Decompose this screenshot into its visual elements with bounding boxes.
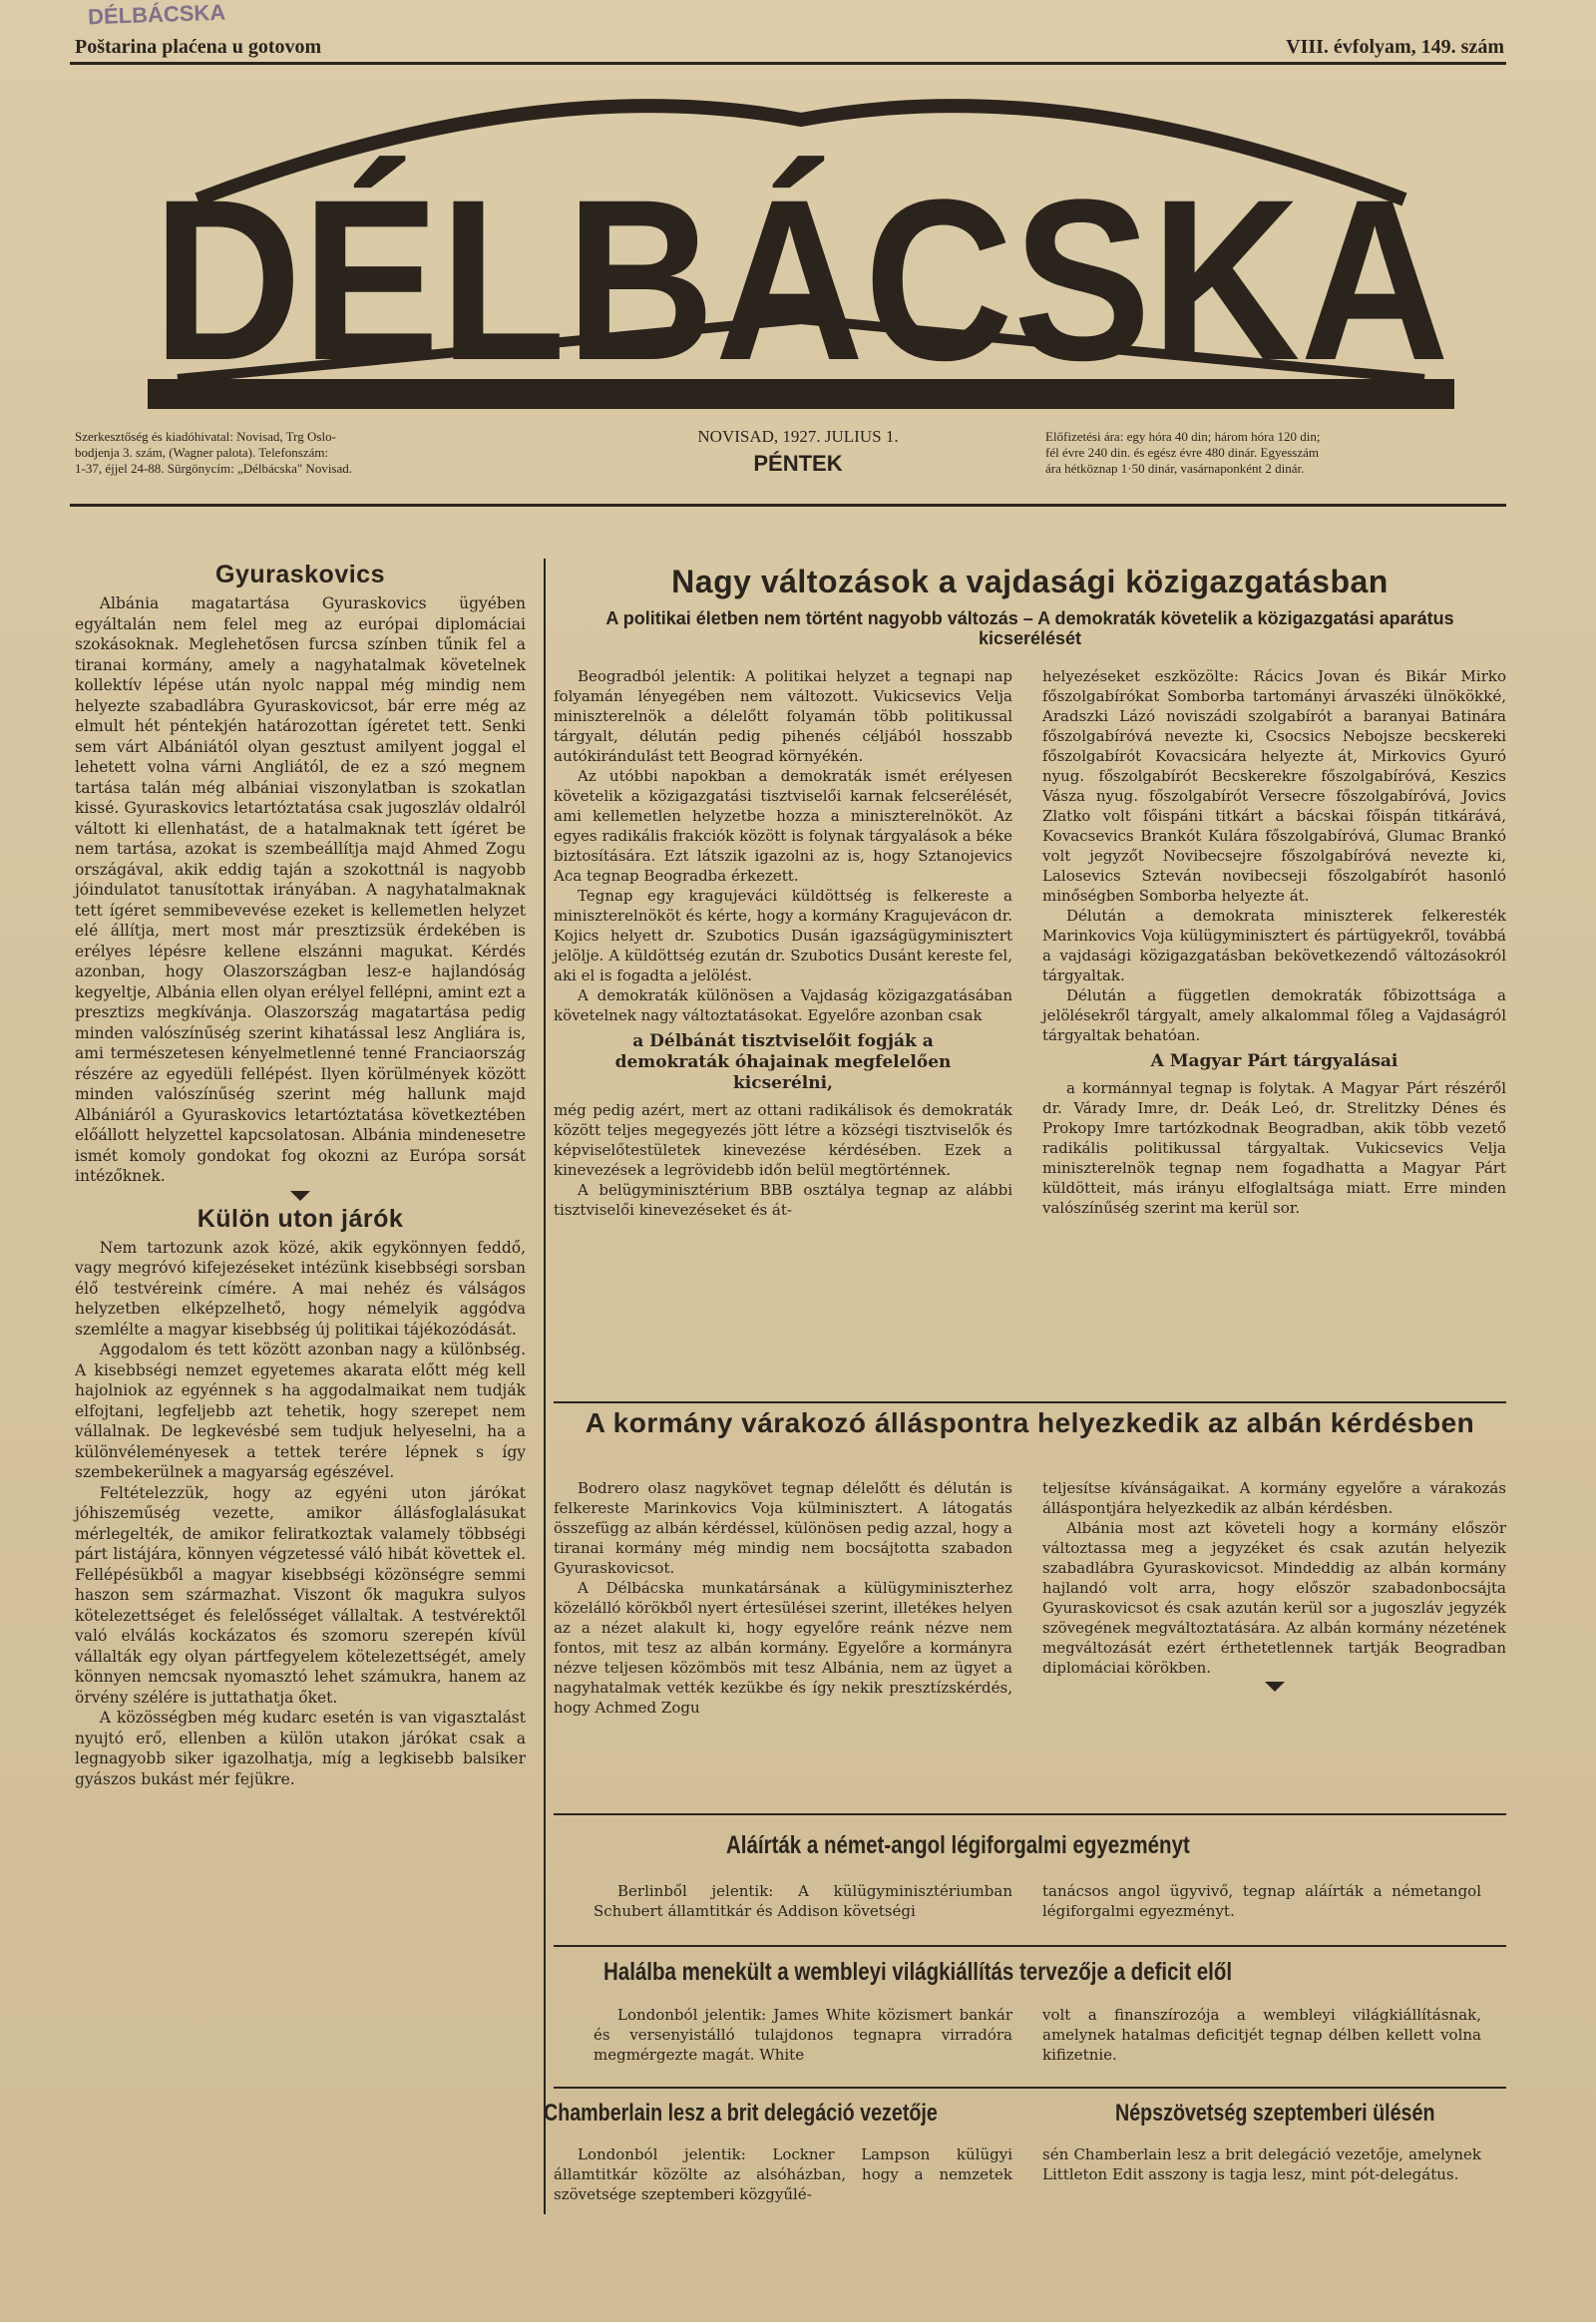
subscription-prices — [1045, 429, 1514, 477]
wembley-col2 — [1042, 2005, 1481, 2065]
chamberlain-title: Chamberlain lesz a brit delegáció vezetője — [544, 2100, 938, 2127]
issue-weekday: PÉNTEK — [753, 451, 843, 476]
wembley-title: Halálba menekült a wembleyi világkiállítás tervezője a deficit elől — [603, 1958, 1233, 1986]
library-stamp: DÉLBÁCSKA — [87, 0, 226, 30]
para: helyezéseket eszközölte: Rácics Jovan és Bikár Mirko főszolgabírókat Somborba tartományi árvaszéki ülnökökké, Aradszki Lázó noviszádi szolgabírót a baranyai Batinára főszolgabíróvá nevezte ki, Csocsics Nebojsze becskereki főszolgabírót Kovacsicára helyezte át, Mirkovics Gyuró nyug. főszolgabírót Becskerekre főszolgabíróvá, Keszics Vásza nyug. főszolgabírót Versecre főszolgabíróvá, Jovics Zlatko volt főispáni titkárt a bácskai főispán titkárává, Kovacsevics Brankót Kulára főszolgabíróvá, Glumac Brankó volt jegyzőt Novibecsejre főszolgabíróvá nevezte ki, Lalosevics Szteván novibecseji főszolgabírót hasonló minőségben Somborba helyezte át. — [1042, 667, 1506, 905]
postage-note: Poštarina plaćena u gotovom — [75, 36, 322, 58]
para: a kormánnyal tegnap is folytak. A Magyar Párt részéről dr. Várady Imre, dr. Deák Leó, dr. Strelitzky Dénes és Prokopy Imre tartózkodnak Beogradban, akik több vezető radikális politikussal tárgyaltak. Vukicsevics Velja miniszterelnök tegnap nem fogadhatta a Magyar Párt küldötteit, más irányu elfoglaltsága miatt. Erre minden valószínűség szerint ma kerül sor. — [1042, 1079, 1506, 1217]
main-article-subtitle: A politikai életben nem történt nagyobb változás – A demokraták követelik a közigazgatási aparátus kicserélését — [605, 608, 1454, 648]
para: Délután a demokrata miniszterek felkeresték Marinkovics Voja külügyminisztert és pártügyekről, továbbá a vajdasági közigazgatásban bekövetkezendő változásokról tárgyaltak. — [1042, 907, 1506, 984]
para: A belügyminisztérium BBB osztálya tegnap az alábbi tisztviselői kinevezéseket és át- — [554, 1181, 1012, 1219]
para: Londonból jelentik: James White közismert bankár és versenyistálló tulajdonos tegnapra virradóra megmérgezte magát. White — [594, 2006, 1012, 2064]
chamberlain-col1 — [554, 2144, 1012, 2204]
masthead-title: DÉLBÁCSKA — [153, 152, 1449, 408]
magyar-part-heading: A Magyar Párt tárgyalásai — [1150, 1051, 1398, 1071]
para: A Délbácska munkatársának a külügyminiszterhez közelálló körökből nyert értesülései szerint, illetékes helyen az a nézet alakult ki, hogy egyelőre reánk nézve nem fontos, mit tesz az albán kormány. Egyelőre a kormányra nézve teljesen közömbös mit tesz Albánia, nem az ügyet a nagyhatalmak vették kezükbe és így nekik presztízskérdés, hogy Achmed Zogu — [554, 1579, 1012, 1717]
column-rule — [544, 559, 546, 2214]
date-block — [598, 429, 998, 477]
para: Beogradból jelentik: A politikai helyzet a tegnapi nap folyamán lényegében nem változott. Vukicsevics Velja miniszterelnök a délelőtt folyamán több politikussal tárgyalt, délután pedig pihenés céljából hosszabb autókirándulást tett Beograd környékén. — [554, 667, 1012, 765]
air-agreement-title: Aláírták a német-angol légiforgalmi egyezményt — [726, 1831, 1190, 1859]
issue-date: NOVISAD, 1927. JULIUS 1. — [697, 427, 899, 446]
main-article-col1 — [554, 666, 1012, 1220]
wembley-col1 — [594, 2005, 1012, 2065]
kulon-uton-p2: Aggodalom és tett között azonban nagy a különbség. A kisebbségi nemzet egyetemes akarata előtt még kell hajolniok az egyénnek s ha aggodalmaikat nem tudják elfojtani, legfeljebb azt tehetik, hogy szerepet nem vállalnak. De legkevésbé sem tudjuk helyeselni, ha a különvéleményesek a tettek terére lépnek s így szembekerülnek a magyarság egészével. — [75, 1341, 526, 1481]
gyuraskovics-title: Gyuraskovics — [215, 561, 385, 588]
chamberlain-col2 — [1042, 2144, 1481, 2184]
para: Tegnap egy kragujeváci küldöttség is felkereste a miniszterelnököt és kérte, hogy a kormány Kragujevácon dr. Kojics helyett dr. Szubotics Dusán igazságügyminisztert jelölje. A küldöttség ezután dr. Szubotics Dusánt kereste fel, aki el is fogadta a jelölést. — [554, 887, 1012, 984]
chamberlain-subtitle: Népszövetség szeptemberi ülésén — [1115, 2100, 1435, 2127]
kulon-uton-p3: Feltételezzük, hogy az egyéni uton járókat jóhiszeműség vezette, amikor állásfoglalásukat mérlegelték, de amikor feliratkoztak valamely többségi párt listájára, könnyen végzetessé váló hibát követtek el. Fellépésükből a magyar kisebbségi közönségre semmi haszon sem származhat. Viszont ők magukra sulyos kötelezettséget és felelősséget vállaltak. A testvérektől való elválás kockázatos és szomoru szerepén kívül vállalták egy olyan pártfegyelem kötelezettségét, amely könnyen nemcsak nyomasztó lehet számukra, hanem az örvény szélére is juttathatja őket. — [75, 1483, 526, 1707]
address-line-3: 1-37, éjjel 24-88. Sürgönycím: „Délbácska" Novisad. — [75, 461, 353, 476]
section-rule — [554, 1945, 1506, 1947]
main-article-header — [554, 564, 1506, 648]
para: Délután a független demokraták főbizottsága a jelölésekről tárgyalt, amely alkalommal főleg a Vajdaságról tárgyaltak behatóan. — [1042, 986, 1506, 1044]
masthead — [118, 80, 1484, 419]
section-rule — [554, 2087, 1506, 2089]
para: A demokraták különösen a Vajdaság közigazgatásában követelnek nagy változtatásokat. Egyelőre azonban csak — [554, 986, 1012, 1024]
price-line-3: ára hétköznap 1·50 dinár, vasárnaponként 2 dinár. — [1045, 461, 1305, 476]
masthead-logo — [118, 80, 1484, 419]
air-agreement-col1 — [594, 1881, 1012, 1921]
address-line-2: bodjenja 3. szám, (Wagner palota). Telefonszám: — [75, 445, 329, 460]
para: tanácsos angol ügyvivő, tegnap aláírták a németangol légiforgalmi egyezményt. — [1042, 1882, 1481, 1920]
para: még pedig azért, mert az ottani radikálisok és demokraták között teljes megegyezés jött létre a községi tisztviselők és képviselőtestületek kinevezése kérdésében. Ezek a kinevezések a legrövidebb időn belül megtörténnek. — [554, 1101, 1012, 1179]
price-line-1: Előfizetési ára: egy hóra 40 din; három hóra 120 din; — [1045, 429, 1321, 444]
para: Albánia most azt követeli hogy a kormány először változtassa meg a jegyzéket és csak azután helyezik szabadlábra Gyuraskovicsot. Mindeddig az albán kormány hajlandó volt arra, hogy először szabadonbocsájta Gyuraskovicsot és csak azután kerül sor a jugoszláv jegyzék szövegének megváltoztatására. Az albán kormány nézetének megváltozását ezért érthetetlennek tartják Beogradban diplomáciai körökben. — [1042, 1519, 1506, 1677]
top-rule — [70, 62, 1506, 65]
para: Londonból jelentik: Lockner Lampson külügyi államtitkár közölte az alsóházban, hogy a nemzetek szövetsége szeptemberi közgyűlé- — [554, 2145, 1012, 2203]
kulon-uton-p4: A közösségben még kudarc esetén is van vigasztalást nyujtó erő, ellenben a külön utakon járókat csak a legnagyobb siker igazolhatja, míg a legkisebb balsiker gyászos bukást mér fejükre. — [75, 1709, 526, 1788]
albania-col1 — [554, 1478, 1012, 1718]
albania-article-title: A kormány várakozó álláspontra helyezkedik az albán kérdésben — [585, 1407, 1475, 1438]
para: Berlinből jelentik: A külügyminisztériumban Schubert államtitkár és Addison követségi — [594, 1882, 1012, 1920]
separator-arrow — [1265, 1682, 1285, 1692]
editorial-address — [75, 429, 544, 477]
price-line-2: fél évre 240 din. és egész évre 480 dinár. Egyesszám — [1045, 445, 1319, 460]
air-agreement-col2 — [1042, 1881, 1481, 1921]
header-rule — [70, 504, 1506, 507]
para: volt a finanszírozója a wembleyi világkiállításnak, amelynek hatalmas deficitjét tegnap délben kellett volna kifizetnie. — [1042, 2006, 1481, 2064]
emphasis-line: a Délbánát tisztviselőit fogják a demokraták óhajainak megfelelően kicserélni, — [614, 1031, 952, 1093]
volume-number: VIII. évfolyam, 149. szám — [1286, 36, 1504, 58]
main-article-title: Nagy változások a vajdasági közigazgatásban — [671, 564, 1389, 599]
separator-arrow — [290, 1191, 310, 1201]
main-article-col2 — [1042, 666, 1506, 1218]
address-line-1: Szerkesztőség és kiadóhivatal: Novisad, Trg Oslo- — [75, 429, 336, 444]
kulon-uton-title: Külön uton járók — [197, 1204, 404, 1233]
para: sén Chamberlain lesz a brit delegáció vezetője, amelynek Littleton Edit asszony is tagja lesz, mint pót-delegátus. — [1042, 2145, 1481, 2183]
section-rule — [554, 1813, 1506, 1815]
albania-col2 — [1042, 1478, 1506, 1696]
para: teljesítse kívánságaikat. A kormány egyelőre a várakozás álláspontjára helyezkedik az albán kérdésben. — [1042, 1479, 1506, 1517]
para: Bodrero olasz nagykövet tegnap délelőtt és délután is felkereste Marinkovics Voja külminisztert. A látogatás összefügg az albán kérdéssel, különösen pedig azzal, hogy a tiranai kormány még mindig nem bocsájtotta szabadon Gyuraskovicsot. — [554, 1479, 1012, 1577]
left-column — [75, 561, 526, 1789]
kulon-uton-p1: Nem tartozunk azok közé, akik egykönnyen feddő, vagy megróvó kifejezéseket intézünk kisebbségi sorsban élő testvéreink címére. A mai nehéz és válságos helyzetben elképzelhető, hogy némelyik aggódva szemlélte a magyar kisebbség új politikai tájékozódását. — [75, 1238, 526, 1339]
gyuraskovics-text: Albánia magatartása Gyuraskovics ügyében egyáltalán nem felel meg az európai diplomáciai szokásoknak. Meglehetősen furcsa színben tűnik fel a tiranai kormány, amely a nagyhatalmak követelnek kollektív lépése után nyolc nappal még mindig nem helyezte szabadlábra Gyuraskovicsot, bár erre még az elmult hét péntekjén határozottan ígéretet tett. Senki sem várt Albániától olyan gesztust amilyent joggal el lehetett volna várni Angliától, de ez a szó megnem tartása talán még albániai viszonylatban is szokatlan kissé. Gyuraskovics letartóztatása csak jugoszláv oldalról váltott ki ellenhatást, de a hatalmaknak tett ígéret be nem tartása, azokat is szembeállítja majd Ahmed Zogu országával, akik eddig taján a szokottnál is nagyobb jóindulatot tanusítottak irányában. A nagyhatalmaknak tett ígéret semmibevevése ezeket is kellemetlen helyzet elé állítja, mert most már presztizsük érdekében is erélyes lépésre kellene elszánni magukat. Kérdés azonban, hogy Olaszországban lesz-e hajlandóság kegyeltje, Albánia ellen olyan erélyel fellépni, amint ezt a presztizs megkívánja. Olaszország magatartása pedig minden valószínűség szerint kihatással lesz Angliára is, ami természetesen kényelmetlenné tenné Franciaország részére az egyedüli fellépést. Ilyen körülmények között minden valószínűség szerint még hallunk majd Albániáról a Gyuraskovics letartóztatása következtében előállott helyzettel kapcsolatosan. Albánia mindenesetre ismét komoly gondokat fog okozni az Európa sorsát intézőknek. — [75, 594, 526, 1185]
section-rule — [554, 1401, 1506, 1403]
para: Az utóbbi napokban a demokraták ismét erélyesen követelik a közigazgatási tisztviselői karnak felcserélését, ami kellemetlen helyzetbe hozza a miniszterelnököt. Az egyes radikális frakciók között is folynak tárgyalások a béke biztosítására. Ezt látszik igazolni az is, hogy Sztanojevics Aca tegnap Beogradba érkezett. — [554, 767, 1012, 885]
